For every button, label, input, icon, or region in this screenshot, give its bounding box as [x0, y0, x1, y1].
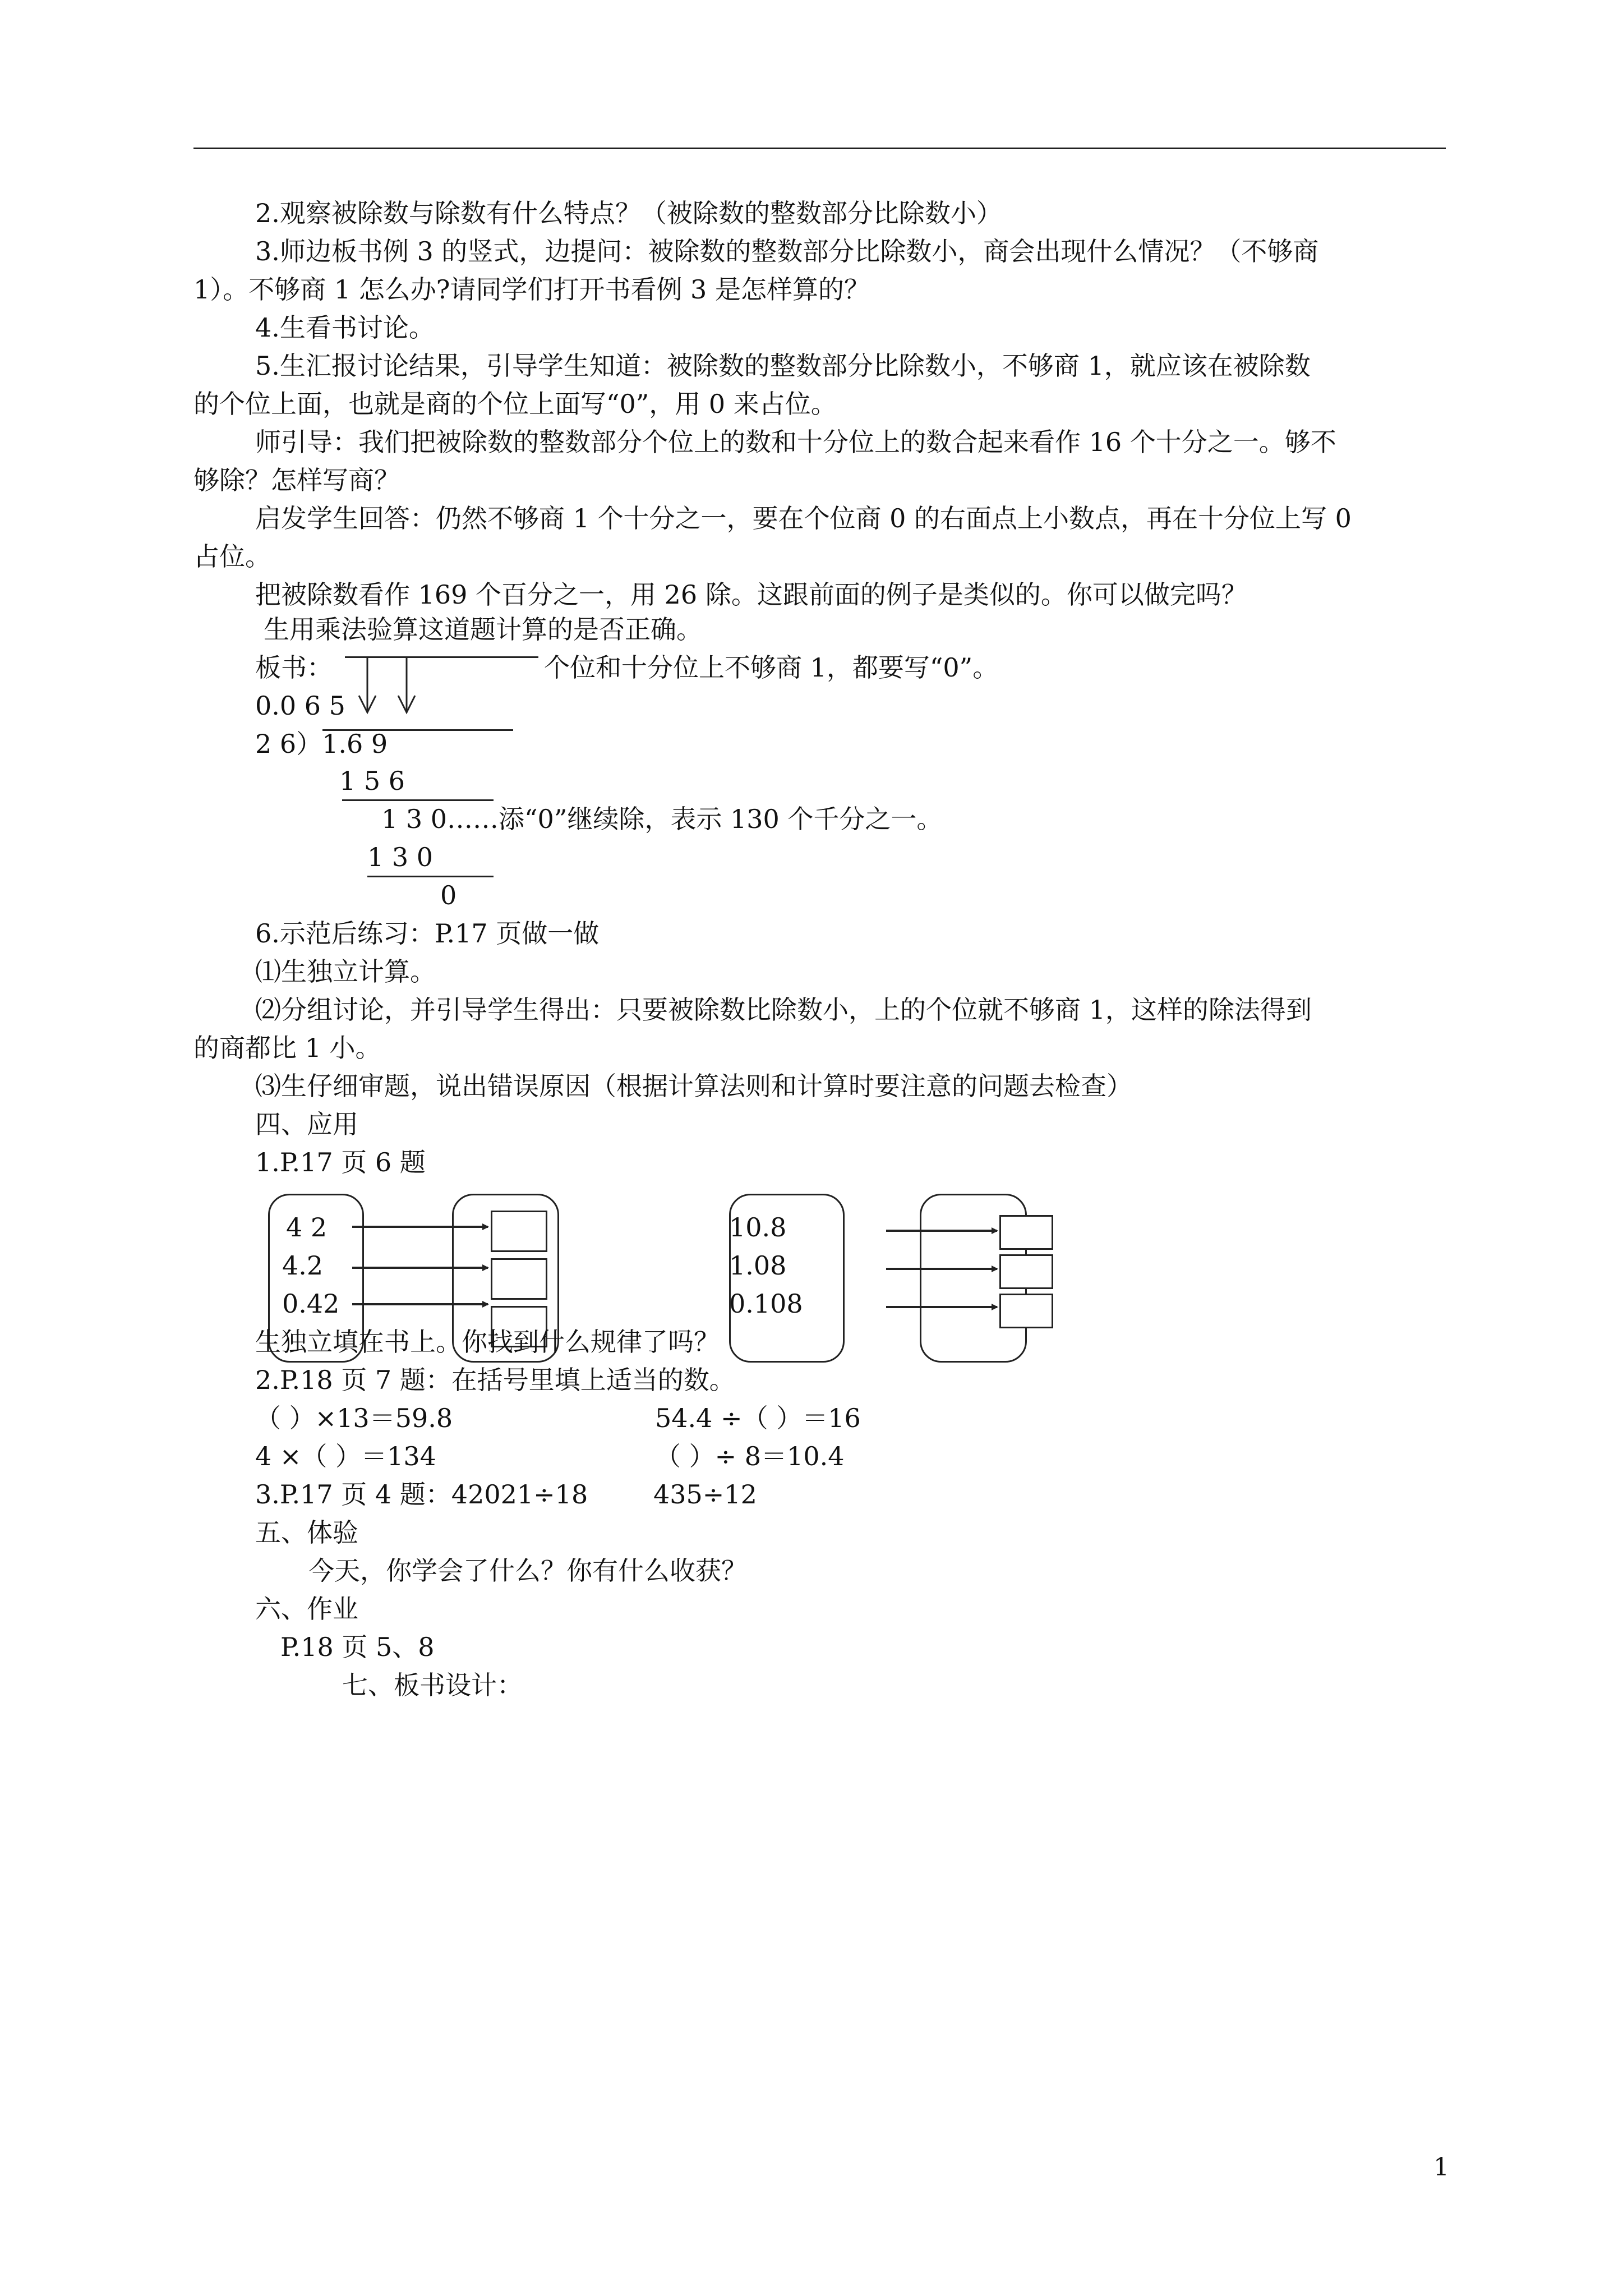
subtract-row: 1 3 0	[367, 842, 434, 872]
remainder-zero: 0	[440, 880, 457, 910]
fill-in-equation: （ ）÷ 8＝10.4	[655, 1441, 845, 1471]
text-line: 2.观察被除数与除数有什么特点？（被除数的整数部分比除数小）	[255, 198, 1002, 228]
number-item: 0.108	[729, 1289, 803, 1319]
text-line: 5.生汇报讨论结果，引导学生知道：被除数的整数部分比除数小，不够商 1，就应该在被除数	[255, 351, 1311, 381]
text-line: 今天，你学会了什么？你有什么收获？	[308, 1556, 747, 1586]
text-line: 的商都比 1 小。	[193, 1033, 381, 1063]
text-line: 把被除数看作 169 个百分之一，用 26 除。这跟前面的例子是类似的。你可以做完吗？	[255, 579, 1247, 610]
section-heading: 四、应用	[255, 1109, 358, 1139]
number-item: 4 2	[286, 1212, 328, 1243]
text-line: 435÷12	[653, 1479, 757, 1510]
dividend-row: 2 6）1.6 9	[255, 729, 388, 759]
remainder-row: 1 3 0……添“0”继续除，表示 130 个千分之一。	[381, 804, 943, 834]
fill-in-equation: 54.4 ÷（ ）＝16	[655, 1403, 861, 1433]
text-line: 3.P.17 页 4 题：42021÷18	[255, 1479, 588, 1510]
text-line: 生独立填在书上。你找到什么规律了吗？	[255, 1327, 720, 1357]
text-line: ⑵分组讨论，并引导学生得出：只要被除数比除数小，上的个位就不够商 1，这样的除法得到	[255, 995, 1312, 1025]
number-item: 10.8	[729, 1212, 787, 1243]
subtract-row: 1 5 6	[339, 766, 405, 796]
text-line: 的个位上面，也就是商的个位上面写“0”，用 0 来占位。	[193, 389, 837, 419]
text-line: 启发学生回答：仍然不够商 1 个十分之一，要在个位商 0 的右面点上小数点，再在十分位上写 0	[255, 503, 1352, 533]
text-line: 2.P.18 页 7 题：在括号里填上适当的数。	[255, 1365, 735, 1395]
fill-in-equation: （ ）×13＝59.8	[255, 1403, 453, 1433]
board-note: 个位和十分位上不够商 1，都要写“0”。	[544, 652, 999, 683]
page-number: 1	[1433, 2153, 1449, 2182]
text-line: P.18 页 5、8	[280, 1632, 435, 1662]
text-line: 1.P.17 页 6 题	[255, 1147, 426, 1177]
number-item: 4.2	[282, 1250, 324, 1281]
section-heading: 五、体验	[255, 1517, 358, 1548]
number-item: 0.42	[282, 1289, 340, 1319]
text-line: ⑶生仔细审题，说出错误原因（根据计算法则和计算时要注意的问题去检查）	[255, 1071, 1132, 1101]
text-line: 占位。	[193, 541, 271, 572]
text-line: 生用乘法验算这道题计算的是否正确。	[264, 614, 702, 645]
text-line: ⑴生独立计算。	[255, 956, 436, 987]
text-line: 够除？怎样写商？	[193, 465, 400, 495]
text-line: 师引导：我们把被除数的整数部分个位上的数和十分位上的数合起来看作 16 个十分之一。够不	[255, 427, 1336, 457]
text-line: 4.生看书讨论。	[255, 312, 435, 343]
section-heading: 六、作业	[255, 1594, 358, 1624]
quotient: 0.0 6 5	[255, 691, 345, 721]
number-item: 1.08	[729, 1250, 787, 1281]
text-line: 3.师边板书例 3 的竖式，边提问：被除数的整数部分比除数小，商会出现什么情况？（不够商	[255, 236, 1319, 266]
section-heading: 七、板书设计：	[342, 1670, 523, 1700]
text-line: 6.示范后练习：P.17 页做一做	[255, 918, 600, 949]
fill-in-equation: 4 ×（ ）＝134	[255, 1441, 436, 1471]
text-line: 1）。不够商 1 怎么办?请同学们打开书看例 3 是怎样算的？	[193, 274, 870, 305]
board-label: 板书：	[255, 652, 333, 683]
